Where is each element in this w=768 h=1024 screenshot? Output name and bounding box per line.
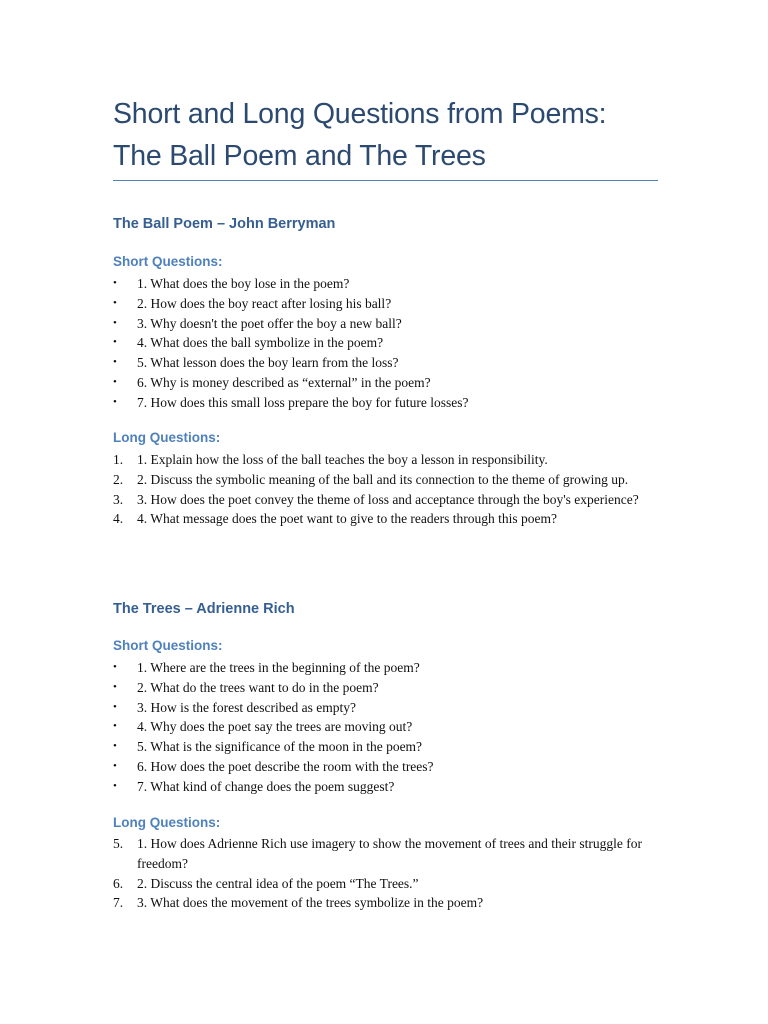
title-line-1: Short and Long Questions from Poems: bbox=[113, 98, 607, 130]
bullet-icon: • bbox=[113, 395, 117, 408]
list-item: 7. 3. What does the movement of the trees symbolize in the poem? bbox=[113, 895, 484, 911]
list-item: 5. 1. How does Adrienne Rich use imagery to show the movement of trees and their struggle for freedom? bbox=[113, 836, 643, 871]
bullet-icon: • bbox=[113, 740, 117, 753]
list-item: • 1. Where are the trees in the beginning of the poem? bbox=[113, 658, 658, 678]
long-questions-list-trees bbox=[113, 834, 658, 913]
long-questions-label-ball-poem: Long Questions: bbox=[113, 430, 221, 445]
list-item: 6. 2. Discuss the central idea of the poem “The Trees.” bbox=[113, 875, 419, 891]
short-questions-list-trees bbox=[113, 658, 658, 797]
list-item: • 5. What lesson does the boy learn from the loss? bbox=[113, 353, 658, 373]
list-item: • 7. How does this small loss prepare the boy for future losses? bbox=[113, 393, 658, 413]
section-heading-ball-poem: The Ball Poem – John Berryman bbox=[113, 216, 336, 232]
bullet-icon: • bbox=[113, 336, 117, 349]
list-item: • 4. Why does the poet say the trees are moving out? bbox=[113, 717, 658, 737]
bullet-icon: • bbox=[113, 296, 117, 309]
bullet-icon: • bbox=[113, 356, 117, 369]
bullet-icon: • bbox=[113, 700, 117, 713]
list-item: • 6. How does the poet describe the room with the trees? bbox=[113, 757, 658, 777]
list-item: • 2. What do the trees want to do in the poem? bbox=[113, 678, 658, 698]
bullet-icon: • bbox=[113, 779, 117, 792]
list-item: • 1. What does the boy lose in the poem? bbox=[113, 274, 658, 294]
short-questions-label-trees: Short Questions: bbox=[113, 638, 223, 653]
section-heading-trees: The Trees – Adrienne Rich bbox=[113, 601, 295, 617]
list-item: • 3. Why doesn't the poet offer the boy a new ball? bbox=[113, 314, 658, 334]
title-line-2: The Ball Poem and The Trees bbox=[113, 140, 486, 172]
list-item: • 7. What kind of change does the poem suggest? bbox=[113, 777, 658, 797]
bullet-icon: • bbox=[113, 680, 117, 693]
bullet-icon: • bbox=[113, 316, 117, 329]
list-item: • 6. Why is money described as “external” in the poem? bbox=[113, 373, 658, 393]
page-title bbox=[113, 93, 658, 177]
list-item: • 4. What does the ball symbolize in the poem? bbox=[113, 333, 658, 353]
list-item: 1. 1. Explain how the loss of the ball teaches the boy a lesson in responsibility. bbox=[113, 452, 548, 467]
short-questions-label-ball-poem: Short Questions: bbox=[113, 254, 223, 269]
list-item: 3. 3. How does the poet convey the theme of loss and acceptance through the boy's experience? bbox=[113, 491, 639, 507]
bullet-icon: • bbox=[113, 759, 117, 772]
list-item: 2. 2. Discuss the symbolic meaning of the ball and its connection to the theme of growing up. bbox=[113, 471, 629, 487]
long-questions-list-ball-poem bbox=[113, 450, 658, 529]
list-item: 4. 4. What message does the poet want to give to the readers through this poem? bbox=[113, 511, 558, 527]
long-questions-label-trees: Long Questions: bbox=[113, 815, 221, 830]
short-questions-list-ball-poem bbox=[113, 274, 658, 413]
list-item: • 3. How is the forest described as empty? bbox=[113, 698, 658, 718]
bullet-icon: • bbox=[113, 720, 117, 733]
list-item: • 5. What is the significance of the moon in the poem? bbox=[113, 737, 658, 757]
title-underline bbox=[113, 180, 658, 181]
list-item: • 2. How does the boy react after losing his ball? bbox=[113, 294, 658, 314]
bullet-icon: • bbox=[113, 661, 117, 673]
bullet-icon: • bbox=[113, 375, 117, 388]
bullet-icon: • bbox=[113, 277, 117, 289]
